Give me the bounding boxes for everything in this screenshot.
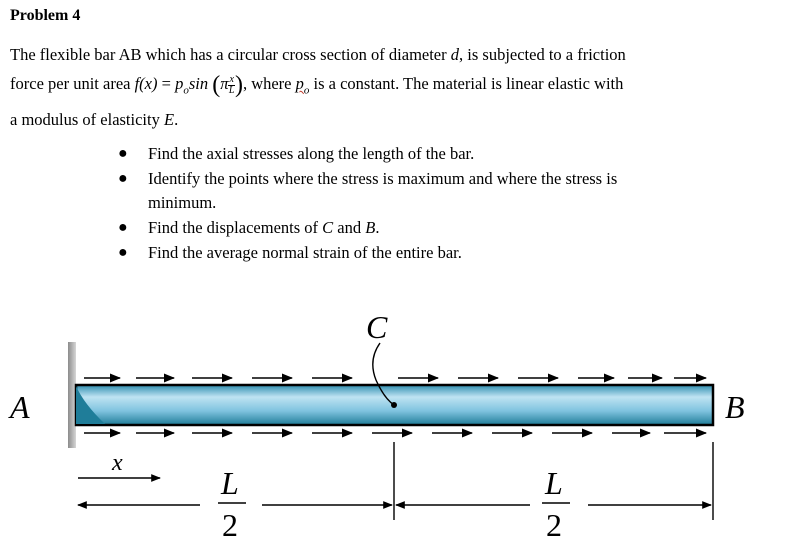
task-list — [100, 142, 740, 266]
friction-formula: $f(x) = p_o\sin$ (π $\frac{x}{L}$ ) — [134, 72, 243, 98]
problem-statement — [10, 40, 785, 134]
label-l-half-2-num: L — [545, 465, 563, 501]
bar-figure — [0, 300, 794, 554]
task-item: ● Find the axial stresses along the length of the bar. — [118, 144, 475, 163]
label-b: B — [725, 389, 745, 425]
statement-line-1: The flexible bar AB which has a circular cross section of diameter d, is subjected to a friction — [10, 45, 626, 64]
point-c-marker — [391, 402, 397, 408]
x-over-L-fraction: $\frac{x}{L}$ — [228, 73, 235, 96]
label-a: A — [10, 389, 30, 425]
label-l-half-1-num: L — [221, 465, 239, 501]
task-item: ● Identify the points where the stress is maximum and where the stress is minimum. — [118, 169, 618, 212]
statement-line-3: a modulus of elasticity E. — [10, 110, 179, 130]
label-x: x — [112, 450, 123, 476]
statement-line-2: force per unit area $f(x) = p_o\sin$ (π $\frac{x}{L}$ ), where $p_o$ is a constant. The material is linear elastic with — [10, 72, 624, 98]
task-item: ● Find the displacements of C and B. — [118, 218, 380, 237]
problem-title: Problem 4 — [10, 7, 81, 24]
label-l-half-1-den: 2 — [222, 507, 238, 543]
task-item: ● Find the average normal strain of the entire bar. — [118, 243, 462, 262]
label-l-half-2-den: 2 — [546, 507, 562, 543]
bar-diagram — [0, 300, 794, 554]
p0-constant: $p_o$ — [295, 74, 310, 97]
label-c: C — [366, 309, 388, 345]
